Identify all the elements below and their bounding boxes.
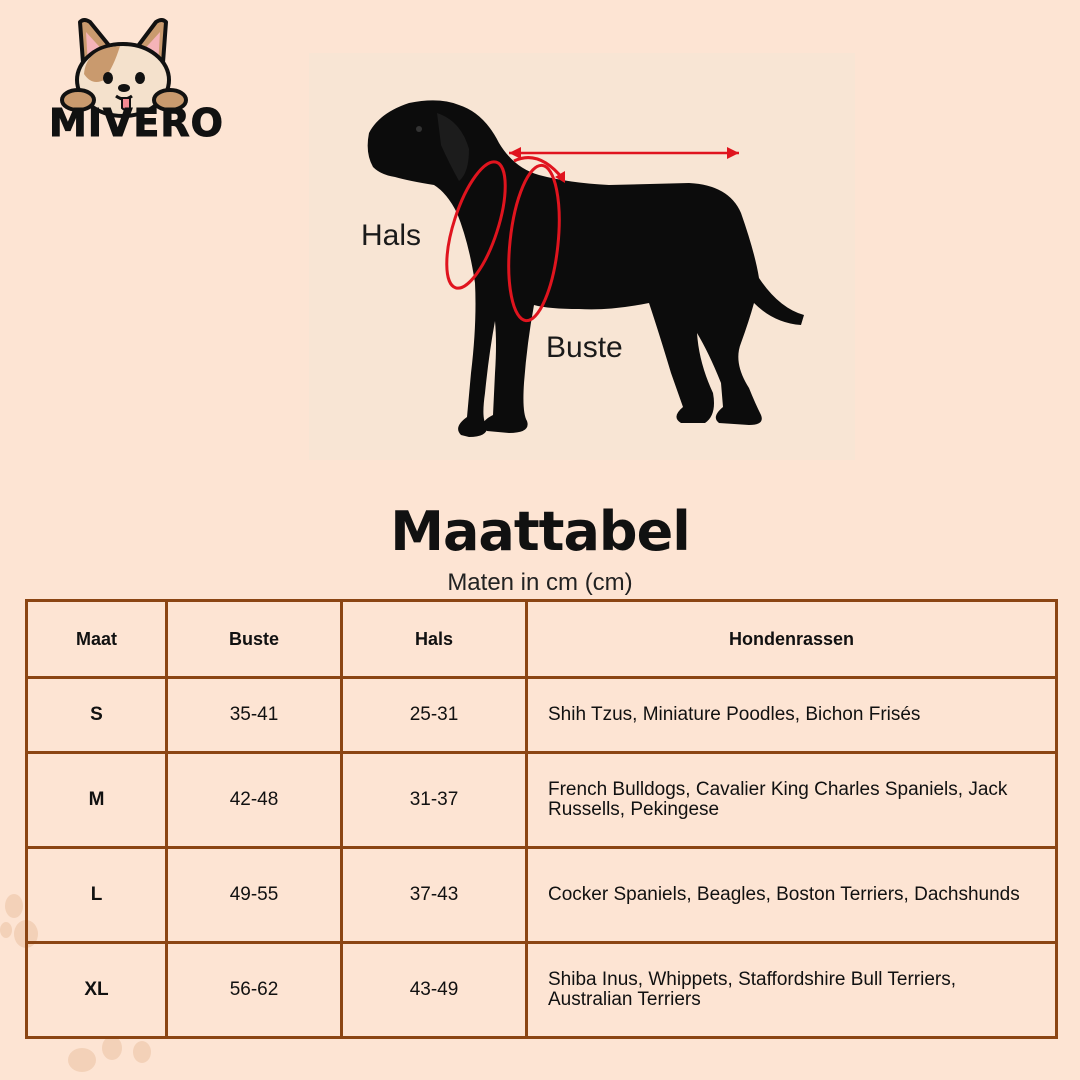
page-subtitle: Maten in cm (cm)	[447, 569, 633, 596]
buste-cell: 49-55	[167, 848, 342, 943]
hals-cell: 37-43	[342, 848, 527, 943]
breeds-cell: French Bulldogs, Cavalier King Charles Spaniels, Jack Russells, Pekingese	[527, 753, 1057, 848]
brand-logo-text: MIVERO	[49, 101, 224, 145]
table-row	[27, 848, 1057, 943]
buste-cell: 42-48	[167, 753, 342, 848]
size-cell: XL	[27, 943, 167, 1038]
size-cell: S	[27, 678, 167, 753]
size-cell: M	[27, 753, 167, 848]
buste-cell: 35-41	[167, 678, 342, 753]
buste-cell: 56-62	[167, 943, 342, 1038]
column-header-buste: Buste	[167, 601, 342, 678]
dog-measurement-illustration	[309, 53, 855, 460]
table-row	[27, 943, 1057, 1038]
column-header-hondenrassen: Hondenrassen	[527, 601, 1057, 678]
breeds-cell: Cocker Spaniels, Beagles, Boston Terriers, Dachshunds	[527, 848, 1057, 943]
table-header-row	[27, 601, 1057, 678]
breeds-cell: Shiba Inus, Whippets, Staffordshire Bull Terriers, Australian Terriers	[527, 943, 1057, 1038]
hals-cell: 43-49	[342, 943, 527, 1038]
hals-cell: 31-37	[342, 753, 527, 848]
size-table	[25, 599, 1058, 1039]
breeds-cell: Shih Tzus, Miniature Poodles, Bichon Frisés	[527, 678, 1057, 753]
buste-label: Buste	[546, 331, 623, 364]
table-row	[27, 753, 1057, 848]
column-header-maat: Maat	[27, 601, 167, 678]
column-header-hals: Hals	[342, 601, 527, 678]
table-row	[27, 678, 1057, 753]
size-cell: L	[27, 848, 167, 943]
hals-cell: 25-31	[342, 678, 527, 753]
hals-label: Hals	[361, 219, 422, 252]
page-title: Maattabel	[390, 500, 690, 563]
dog-silhouette-icon	[309, 53, 855, 460]
